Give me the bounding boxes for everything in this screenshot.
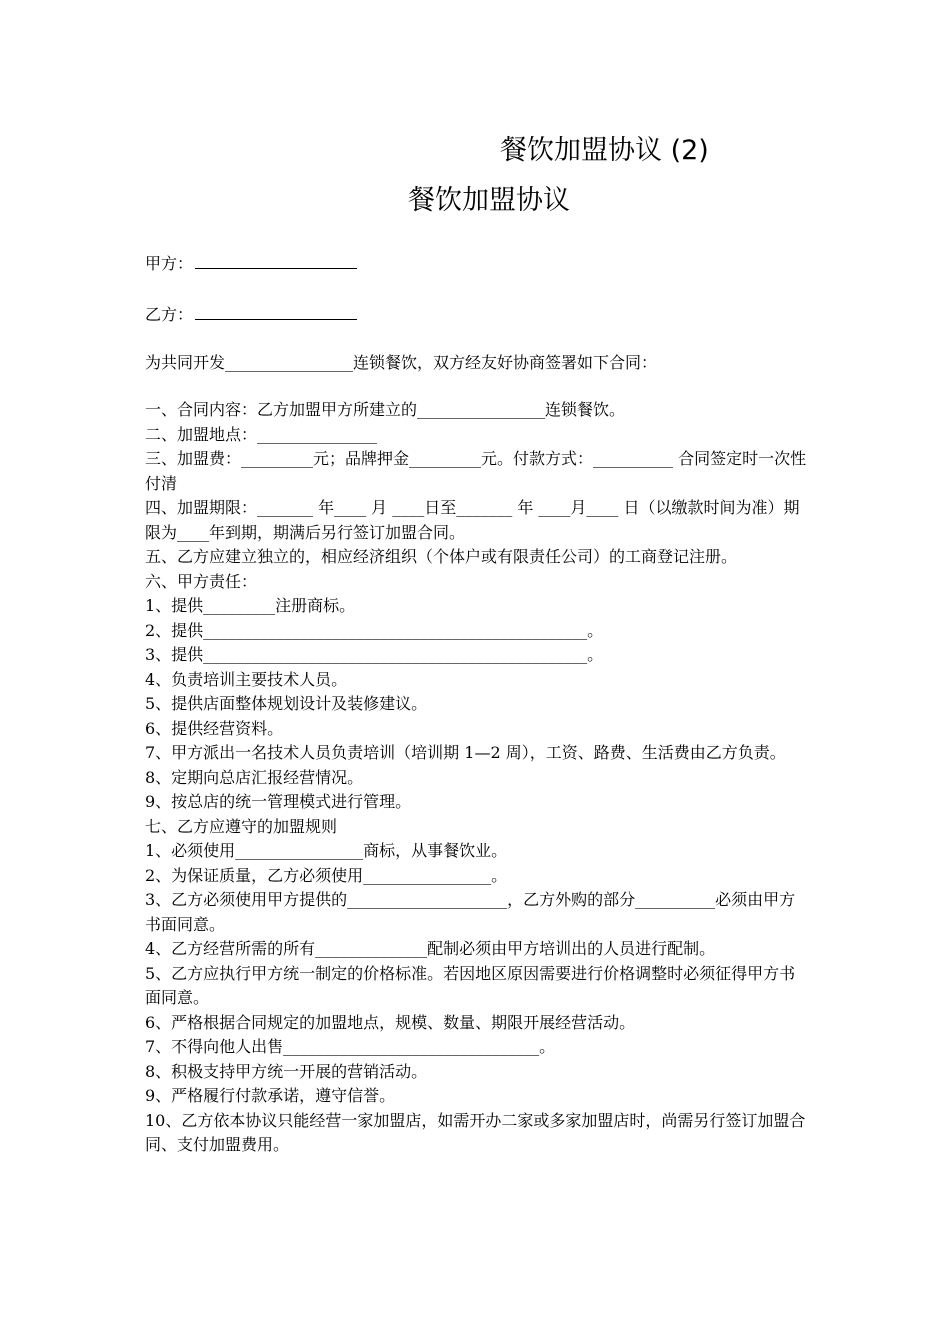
document-title-with-suffix: 餐饮加盟协议 (2) — [500, 135, 709, 166]
clause-line: 6、提供经营资料。 — [145, 718, 284, 738]
clause-line: 8、积极支持甲方统一开展的营销活动。 — [145, 1061, 428, 1081]
clause-line: 4、负责培训主要技术人员。 — [145, 669, 348, 689]
clause-line: 七、乙方应遵守的加盟规则 — [145, 816, 338, 836]
party-b-line — [145, 302, 357, 325]
clause-line: 五、乙方应建立独立的，相应经济组织（个体户或有限责任公司）的工商登记注册。 — [145, 547, 738, 566]
clause-line: 六、甲方责任： — [145, 571, 258, 591]
clause-line: 四、加盟期限：_______ 年____ 月 ____日至_______ 年 ____月____ 日（以缴款时间为准）期限为____年到期，期满后另行签订加盟合同。 — [145, 498, 800, 542]
clause-line: 2、提供________________________________________________。 — [145, 620, 604, 640]
clause-line: 1、提供_________注册商标。 — [145, 596, 356, 615]
party-a-blank — [195, 252, 357, 269]
clause-line: 二、加盟地点：_______________ — [145, 424, 378, 444]
clause-line: 5、乙方应执行甲方统一制定的价格标准。若因地区原因需要进行价格调整时必须征得甲方书面同意。 — [145, 963, 796, 1007]
clause-line: 5、提供店面整体规划设计及装修建议。 — [145, 694, 428, 713]
clause-line: 6、严格根据合同规定的加盟地点，规模、数量、期限开展经营活动。 — [145, 1012, 636, 1032]
clause-line: 3、乙方必须使用甲方提供的____________________，乙方外购的部分__________必须由甲方书面同意。 — [145, 890, 796, 934]
clause-line: 2、为保证质量，乙方必须使用________________。 — [145, 865, 508, 885]
clause-line: 7、甲方派出一名技术人员负责培训（培训期 1—2 周），工资、路费、生活费由乙方负责。 — [145, 743, 786, 762]
party-a-line — [145, 251, 357, 274]
clause-line: 9、严格履行付款承诺，遵守信誉。 — [145, 1086, 396, 1105]
clause-line: 8、定期向总店汇报经营情况。 — [145, 767, 364, 787]
clause-line: 10、乙方依本协议只能经营一家加盟店，如需开办二家或多家加盟店时，尚需另行签订加盟合同、支付加盟费用。 — [145, 1110, 806, 1154]
party-a-label: 甲方： — [145, 254, 194, 273]
clause-list — [145, 398, 809, 1158]
intro-paragraph: 为共同开发________________连锁餐饮，双方经友好协商签署如下合同： — [145, 353, 658, 372]
clause-line: 一、合同内容：乙方加盟甲方所建立的________________连锁餐饮。 — [145, 400, 626, 419]
clause-line: 7、不得向他人出售________________________________。 — [145, 1037, 556, 1056]
clause-line: 三、加盟费：_________元；品牌押金_________元。付款方式：__________ 合同签定时一次性付清 — [145, 449, 807, 493]
clause-line: 4、乙方经营所需的所有______________配制必须由甲方培训出的人员进行配制。 — [145, 939, 716, 958]
clause-line: 9、按总店的统一管理模式进行管理。 — [145, 792, 412, 811]
document-title: 餐饮加盟协议 — [408, 185, 570, 216]
party-b-blank — [195, 303, 357, 320]
party-b-label: 乙方： — [145, 305, 194, 324]
clause-line: 3、提供________________________________________________。 — [145, 645, 604, 664]
clause-line: 1、必须使用________________商标，从事餐饮业。 — [145, 841, 508, 860]
